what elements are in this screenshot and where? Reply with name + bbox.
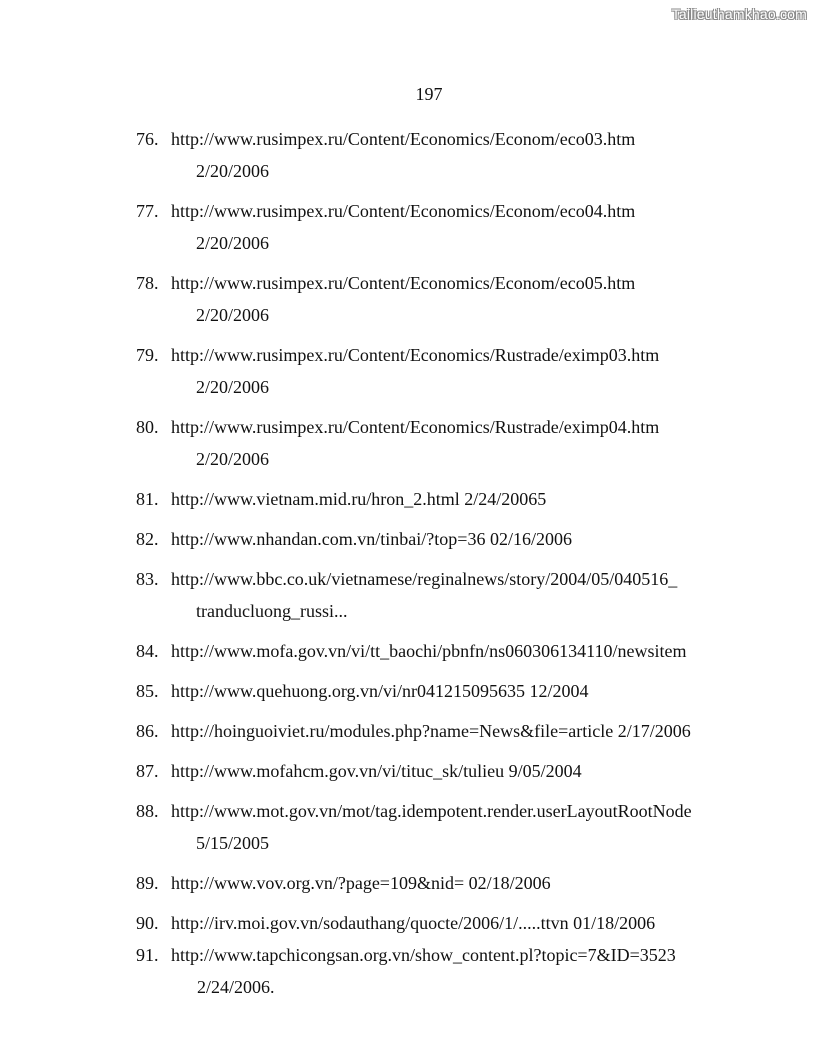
reference-url: http://www.rusimpex.ru/Content/Economics/Econom/eco03.htm — [171, 129, 636, 149]
reference-item — [136, 563, 677, 627]
reference-url-continuation: tranducluong_russi... — [196, 601, 348, 621]
reference-number: 77. — [136, 201, 159, 221]
reference-url: http://www.rusimpex.ru/Content/Economics/Rustrade/eximp03.htm — [171, 345, 660, 365]
reference-url: http://hoinguoiviet.ru/modules.php?name=News&file=article 2/17/2006 — [171, 721, 691, 741]
reference-number: 90. — [136, 913, 159, 933]
reference-item — [136, 715, 691, 747]
reference-url: http://www.vietnam.mid.ru/hron_2.html 2/24/20065 — [171, 489, 547, 509]
watermark: Tailieuthamkhao.com — [671, 6, 807, 22]
reference-number: 91. — [136, 945, 159, 965]
reference-date: 5/15/2005 — [196, 833, 270, 853]
reference-item — [136, 867, 551, 899]
reference-number: 87. — [136, 761, 159, 781]
reference-date: 2/20/2006 — [196, 233, 270, 253]
reference-url: http://www.mofa.gov.vn/vi/tt_baochi/pbnfn/ns060306134110/newsitem — [171, 641, 687, 661]
reference-item — [136, 339, 659, 403]
reference-number: 83. — [136, 569, 159, 589]
reference-url: http://www.rusimpex.ru/Content/Economics/Econom/eco05.htm — [171, 273, 636, 293]
reference-number: 86. — [136, 721, 159, 741]
reference-date: 2/20/2006 — [196, 377, 270, 397]
reference-item — [136, 755, 582, 787]
reference-item — [136, 635, 686, 667]
reference-number: 78. — [136, 273, 159, 293]
reference-url: http://www.mofahcm.gov.vn/vi/tituc_sk/tulieu 9/05/2004 — [171, 761, 582, 781]
reference-url: http://www.tapchicongsan.org.vn/show_content.pl?topic=7&ID=3523 — [171, 945, 676, 965]
reference-item — [136, 675, 589, 707]
page-number: 197 — [415, 84, 443, 104]
reference-number: 84. — [136, 641, 159, 661]
reference-number: 89. — [136, 873, 159, 893]
reference-date: 2/20/2006 — [196, 449, 270, 469]
reference-url: http://irv.moi.gov.vn/sodauthang/quocte/2006/1/.....ttvn 01/18/2006 — [171, 913, 656, 933]
reference-url: http://www.rusimpex.ru/Content/Economics/Econom/eco04.htm — [171, 201, 636, 221]
reference-item — [136, 795, 692, 859]
reference-url: http://www.mot.gov.vn/mot/tag.idempotent.render.userLayoutRootNode — [171, 801, 692, 821]
reference-item — [136, 195, 635, 259]
reference-number: 88. — [136, 801, 159, 821]
reference-item — [136, 123, 635, 187]
reference-number: 80. — [136, 417, 159, 437]
reference-url: http://www.bbc.co.uk/vietnamese/reginalnews/story/2004/05/040516_ — [171, 569, 678, 589]
reference-item — [136, 523, 572, 555]
reference-url: http://www.vov.org.vn/?page=109&nid= 02/18/2006 — [171, 873, 551, 893]
reference-date: 2/20/2006 — [196, 305, 270, 325]
reference-item — [136, 907, 655, 939]
reference-number: 79. — [136, 345, 159, 365]
reference-number: 82. — [136, 529, 159, 549]
reference-url: http://www.quehuong.org.vn/vi/nr041215095635 12/2004 — [171, 681, 589, 701]
reference-number: 81. — [136, 489, 159, 509]
reference-item — [136, 267, 635, 331]
reference-item — [136, 483, 546, 515]
reference-date: 2/24/2006. — [197, 977, 275, 997]
reference-number: 76. — [136, 129, 159, 149]
reference-item — [136, 411, 659, 475]
reference-date: 2/20/2006 — [196, 161, 270, 181]
reference-item — [136, 939, 676, 1003]
reference-url: http://www.nhandan.com.vn/tinbai/?top=36 02/16/2006 — [171, 529, 572, 549]
reference-url: http://www.rusimpex.ru/Content/Economics/Rustrade/eximp04.htm — [171, 417, 660, 437]
reference-number: 85. — [136, 681, 159, 701]
